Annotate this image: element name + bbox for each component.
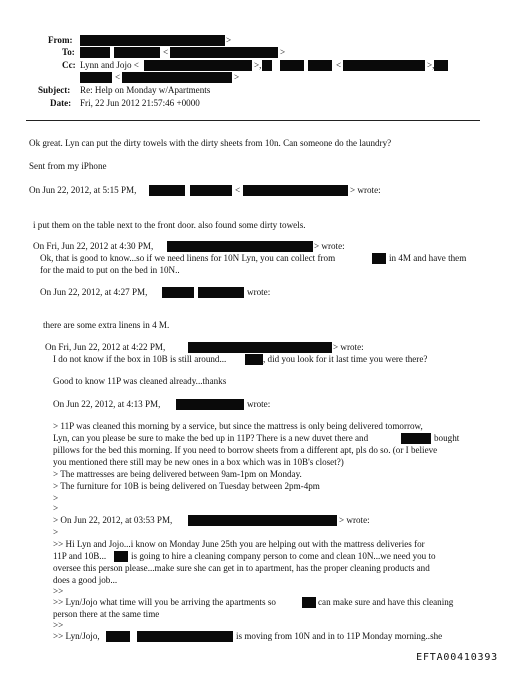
redaction-bar <box>170 47 278 58</box>
redaction-bar <box>176 399 244 410</box>
redaction-bar <box>80 47 110 58</box>
body-line: > <box>53 493 59 503</box>
body-line: i put them on the table next to the front door. also found some dirty towels. <box>33 220 306 230</box>
quote-header: On Fri, Jun 22, 2012 at 4:22 PM, <box>45 342 166 352</box>
redaction-bar <box>190 185 232 196</box>
quote-header-end: > wrote: <box>314 241 345 251</box>
redaction-bar <box>137 631 233 642</box>
from-label: From: <box>48 35 73 45</box>
redaction-bar <box>343 60 425 71</box>
redaction-bar <box>114 47 160 58</box>
angle-bracket: < <box>336 60 342 70</box>
quote-header: On Jun 22, 2012, at 4:27 PM, <box>40 287 148 297</box>
document-id: EFTA00410393 <box>416 652 498 663</box>
quote-header-end: > wrote: <box>339 515 370 525</box>
quote-header: > On Jun 22, 2012, at 03:53 PM, <box>53 515 173 525</box>
redaction-bar <box>198 287 244 298</box>
quote-header-end: > wrote: <box>333 342 364 352</box>
redaction-bar <box>106 631 130 642</box>
header-divider <box>26 120 480 121</box>
date-label: Date: <box>50 98 72 108</box>
body-line: Ok, that is good to know...so if we need linens for 10N Lyn, you can collect from <box>40 253 336 263</box>
comma: >, <box>427 60 435 70</box>
angle-bracket: < <box>163 47 169 57</box>
redaction-bar <box>167 241 313 252</box>
redaction-bar <box>149 185 185 196</box>
body-line: > The furniture for 10B is being delivered on Tuesday between 2pm-4pm <box>53 481 320 491</box>
body-line: >> Lyn/Jojo what time will you be arriving the apartments so <box>53 597 276 607</box>
body-line: I do not know if the box in 10B is still around... <box>53 354 227 364</box>
angle-bracket: > <box>226 35 232 45</box>
body-line: for the maid to put on the bed in 10N.. <box>40 265 180 275</box>
quote-header: On Fri, Jun 22, 2012 at 4:30 PM, <box>33 241 154 251</box>
body-line: is moving from 10N and in to 11P Monday morning..she <box>236 631 443 641</box>
body-line: there are some extra linens in 4 M. <box>43 320 170 330</box>
subject-value: Re: Help on Monday w/Apartments <box>80 85 211 95</box>
redaction-bar <box>401 433 431 444</box>
redaction-bar <box>144 60 252 71</box>
redaction-bar <box>162 287 194 298</box>
body-line: > The mattresses are being delivered between 9am-1pm on Monday. <box>53 469 302 479</box>
redaction-bar <box>114 551 128 562</box>
body-line: > <box>53 503 59 513</box>
cc-label: Cc: <box>62 60 76 70</box>
quote-header: On Jun 22, 2012, at 4:13 PM, <box>53 399 161 409</box>
body-line: >> <box>53 620 64 630</box>
body-line: is going to hire a cleaning company person to come and clean 10N...we need you to <box>131 551 436 561</box>
redaction-bar <box>245 354 263 365</box>
to-label: To: <box>62 47 75 57</box>
body-line: 11P and 10B... <box>53 551 107 561</box>
body-line: > 11P was cleaned this morning by a service, but since the mattress is only being delivered tomorrow, <box>53 421 423 431</box>
redaction-bar <box>308 60 332 71</box>
redaction-bar <box>372 253 386 264</box>
body-line: Good to know 11P was cleaned already...thanks <box>53 376 227 386</box>
redaction-bar <box>80 35 225 46</box>
body-line: does a good job... <box>53 575 118 585</box>
body-line: , did you look for it last time you were there? <box>263 354 428 364</box>
body-line: can make sure and have this cleaning <box>318 597 454 607</box>
redaction-bar <box>243 185 348 196</box>
body-line: person there at the same time <box>53 609 160 619</box>
body-line: Lyn, can you please be sure to make the bed up in 11P? There is a new duvet there and <box>53 433 369 443</box>
angle-bracket: > <box>280 47 286 57</box>
body-line: >> <box>53 586 64 596</box>
angle-bracket: < <box>115 72 121 82</box>
body-line: you mentioned there still may be new ones in a box which was in 10B's closet?) <box>53 457 344 467</box>
subject-label: Subject: <box>38 85 71 95</box>
redaction-bar <box>262 60 272 71</box>
comma: >, <box>254 60 262 70</box>
body-line: bought <box>434 433 460 443</box>
body-line: pillows for the bed this morning. If you need to borrow sheets from a different apt, pls do so. (or I believe <box>53 445 438 455</box>
quote-header: On Jun 22, 2012, at 5:15 PM, <box>29 185 137 195</box>
quote-header-end: wrote: <box>247 399 271 409</box>
angle-bracket: > <box>234 72 240 82</box>
body-line: > <box>53 527 59 537</box>
redaction-bar <box>302 597 316 608</box>
redaction-bar <box>280 60 304 71</box>
angle-bracket: < <box>235 185 241 195</box>
quote-header-end: > wrote: <box>350 185 381 195</box>
body-line: in 4M and have them <box>389 253 467 263</box>
date-value: Fri, 22 Jun 2012 21:57:46 +0000 <box>80 98 200 108</box>
redaction-bar <box>80 72 112 83</box>
body-line: >> Lyn/Jojo, <box>53 631 100 641</box>
body-line: >> Hi Lyn and Jojo...i know on Monday June 25th you are helping out with the mattress deliveries for <box>53 539 425 549</box>
redaction-bar <box>188 342 332 353</box>
quote-header-end: wrote: <box>247 287 271 297</box>
redaction-bar <box>188 515 337 526</box>
cc-value: Lynn and Jojo < <box>80 60 139 70</box>
body-line: Ok great. Lyn can put the dirty towels with the dirty sheets from 10n. Can someone do the laundry? <box>29 138 392 148</box>
redaction-bar <box>434 60 448 71</box>
body-line: oversee this person please...make sure she can get in to apartment, has the proper cleaning products and <box>53 563 430 573</box>
body-line: Sent from my iPhone <box>29 161 107 171</box>
redaction-bar <box>122 72 232 83</box>
